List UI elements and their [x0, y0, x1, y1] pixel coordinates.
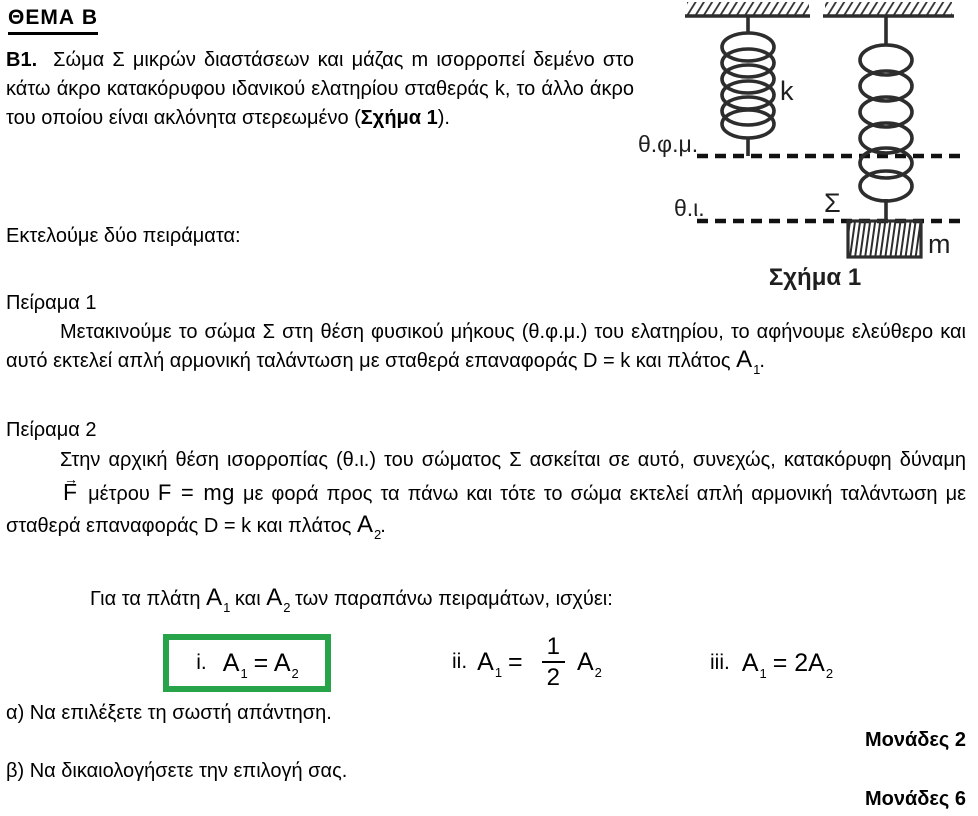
experiment2-text: Στην αρχική θέση ισορροπίας (θ.ι.) του σώματος Σ ασκείται σε αυτό, συνεχώς, κατακόρυφη δύναμη [60, 449, 966, 471]
question-text3: των παραπάνω πειραμάτων, ισχύει: [289, 588, 613, 610]
option-ii-rhs: $A_2$ [576, 647, 602, 680]
label-equilibrium: θ.ι. [674, 195, 705, 221]
spring-right [860, 16, 912, 222]
problem-text-end: ). [437, 107, 450, 129]
option-i-prefix: i. [196, 651, 207, 674]
experiment1-text-end: . [759, 350, 765, 372]
experiment2-text-end: . [380, 515, 386, 537]
option-ii-prefix: ii. [452, 650, 468, 673]
question-a1: $A_1$ [206, 584, 231, 615]
option-iii-formula: $A_1 = 2A_2$ [741, 648, 834, 681]
experiment2-body [6, 444, 966, 542]
experiment1-body [6, 318, 966, 376]
option-i-formula: $A_1 = A_2$ [222, 648, 299, 681]
option-i-selected[interactable] [163, 634, 331, 692]
option-iii[interactable] [710, 634, 832, 692]
problem-text: Σώμα Σ μικρών διαστάσεων και μάζας m ισορροπεί δεμένο στο κάτω άκρο κατακόρυφου ιδανικού ελατηρίου σταθεράς k, το άλλο άκρο του οποίου είναι ακλόνητα στερεωμένο ( [6, 49, 634, 129]
question-text: Για τα πλάτη [90, 588, 207, 610]
points-b: Μονάδες 6 [865, 788, 966, 810]
question-statement [90, 584, 613, 615]
experiment2-text2: μέτρου [80, 483, 158, 505]
ceiling-hatch-right [825, 2, 952, 15]
page-title: ΘΕΜΑ Β [8, 6, 98, 35]
experiments-intro: Εκτελούμε δύο πειράματα: [6, 225, 241, 247]
points-a: Μονάδες 2 [865, 729, 966, 751]
label-body-sigma: Σ [824, 188, 841, 218]
spring-left [722, 16, 774, 156]
figure-reference: Σχήμα 1 [360, 107, 438, 129]
task-a: α) Να επιλέξετε τη σωστή απάντηση. [6, 702, 332, 724]
option-ii-fraction: $\frac{1}{2}$ [542, 634, 565, 690]
force-vector-symbol: → F [9, 476, 77, 508]
question-text2: και [229, 588, 267, 610]
label-spring-constant: k [780, 76, 794, 106]
figure-schema-1 [630, 0, 978, 292]
experiment2-text3: με φορά προς τα πάνω και τότε το σώμα εκτελεί απλή αρμονική ταλάντωση με σταθερά επαναφοράς D = k και πλάτος [6, 483, 967, 537]
experiment1-text: Μετακινούμε το σώμα Σ στη θέση φυσικού μήκους (θ.φ.μ.) του ελατηρίου, το αφήνουμε ελεύθερο και αυτό εκτελεί απλή αρμονική ταλάντωση με σταθερά επαναφοράς D = k και πλάτος [6, 321, 966, 372]
label-mass-m: m [928, 229, 951, 259]
mass-block [848, 221, 921, 257]
task-b: β) Να δικαιολογήσετε την επιλογή σας. [6, 760, 348, 782]
problem-b1-paragraph [6, 46, 634, 133]
amplitude-a1: $A_1$ [736, 346, 761, 377]
amplitude-a2: $A_2$ [356, 511, 382, 542]
option-ii-lhs: $A_1$ = [477, 647, 530, 680]
label-natural-length: θ.φ.μ. [638, 131, 699, 157]
option-ii[interactable] [452, 622, 601, 702]
problem-number: Β1. [6, 49, 38, 71]
experiment1-title: Πείραμα 1 [6, 292, 97, 314]
figure-caption: Σχήμα 1 [768, 264, 862, 291]
option-iii-prefix: iii. [710, 651, 730, 674]
force-magnitude-formula: F = mg [157, 480, 235, 505]
ceiling-hatch-left [687, 2, 809, 15]
experiment2-title: Πείραμα 2 [6, 419, 97, 441]
question-a2: $A_2$ [266, 584, 291, 615]
